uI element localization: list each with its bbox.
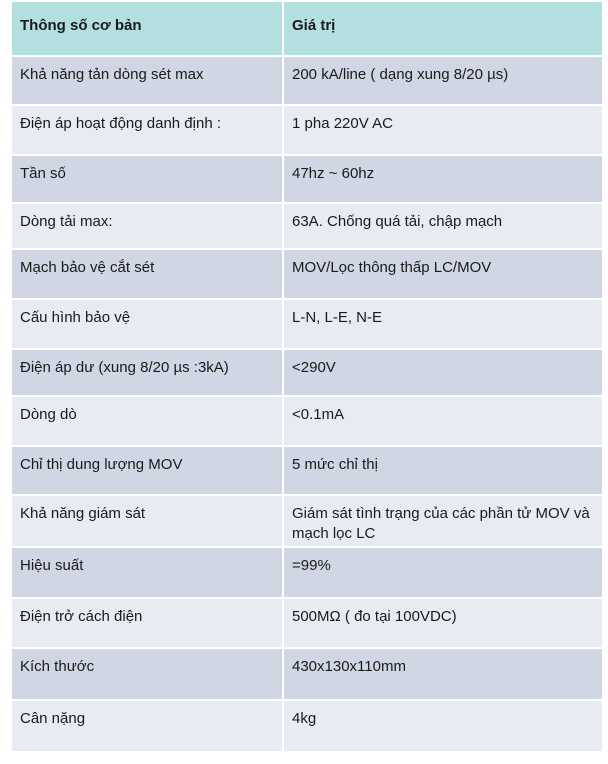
row-value: 1 pha 220V AC xyxy=(283,105,603,155)
row-parameter: Điện áp dư (xung 8/20 µs :3kA) xyxy=(11,349,283,396)
table-header-row xyxy=(11,1,603,56)
row-parameter: Khả năng giám sát xyxy=(11,495,283,547)
row-parameter: Cân nặng xyxy=(11,700,283,752)
row-value: 500MΩ ( đo tại 100VDC) xyxy=(283,598,603,648)
row-parameter: Kích thước xyxy=(11,648,283,700)
row-value: =99% xyxy=(283,547,603,598)
row-parameter: Khả năng tản dòng sét max xyxy=(11,56,283,105)
table-row xyxy=(11,155,603,203)
table-row xyxy=(11,547,603,598)
table-row xyxy=(11,648,603,700)
row-value: <290V xyxy=(283,349,603,396)
row-value: MOV/Lọc thông thấp LC/MOV xyxy=(283,249,603,299)
row-value: Giám sát tình trạng của các phần tử MOV và mạch lọc LC xyxy=(283,495,603,547)
row-parameter: Mạch bảo vệ cắt sét xyxy=(11,249,283,299)
row-value: 430x130x110mm xyxy=(283,648,603,700)
table-row xyxy=(11,249,603,299)
row-parameter: Dòng tải max: xyxy=(11,203,283,249)
table-row xyxy=(11,56,603,105)
row-parameter: Hiệu suất xyxy=(11,547,283,598)
header-parameter: Thông số cơ bản xyxy=(11,1,283,56)
table-row xyxy=(11,700,603,752)
row-parameter: Cấu hình bảo vệ xyxy=(11,299,283,349)
table-row xyxy=(11,203,603,249)
header-value: Giá trị xyxy=(283,1,603,56)
row-parameter: Dòng dò xyxy=(11,396,283,446)
row-value: 200 kA/line ( dạng xung 8/20 µs) xyxy=(283,56,603,105)
row-value: L-N, L-E, N-E xyxy=(283,299,603,349)
table-row xyxy=(11,299,603,349)
row-value: 5 mức chỉ thị xyxy=(283,446,603,495)
row-value: <0.1mA xyxy=(283,396,603,446)
row-value: 63A. Chống quá tải, chập mạch xyxy=(283,203,603,249)
spec-table-container xyxy=(10,0,602,753)
row-value: 47hz ~ 60hz xyxy=(283,155,603,203)
row-parameter: Tần số xyxy=(11,155,283,203)
table-row xyxy=(11,446,603,495)
table-row xyxy=(11,598,603,648)
row-parameter: Chỉ thị dung lượng MOV xyxy=(11,446,283,495)
row-parameter: Điện áp hoạt động danh định : xyxy=(11,105,283,155)
table-row xyxy=(11,105,603,155)
table-row xyxy=(11,495,603,547)
table-row xyxy=(11,349,603,396)
spec-table xyxy=(10,0,604,753)
row-parameter: Điện trở cách điện xyxy=(11,598,283,648)
table-row xyxy=(11,396,603,446)
row-value: 4kg xyxy=(283,700,603,752)
